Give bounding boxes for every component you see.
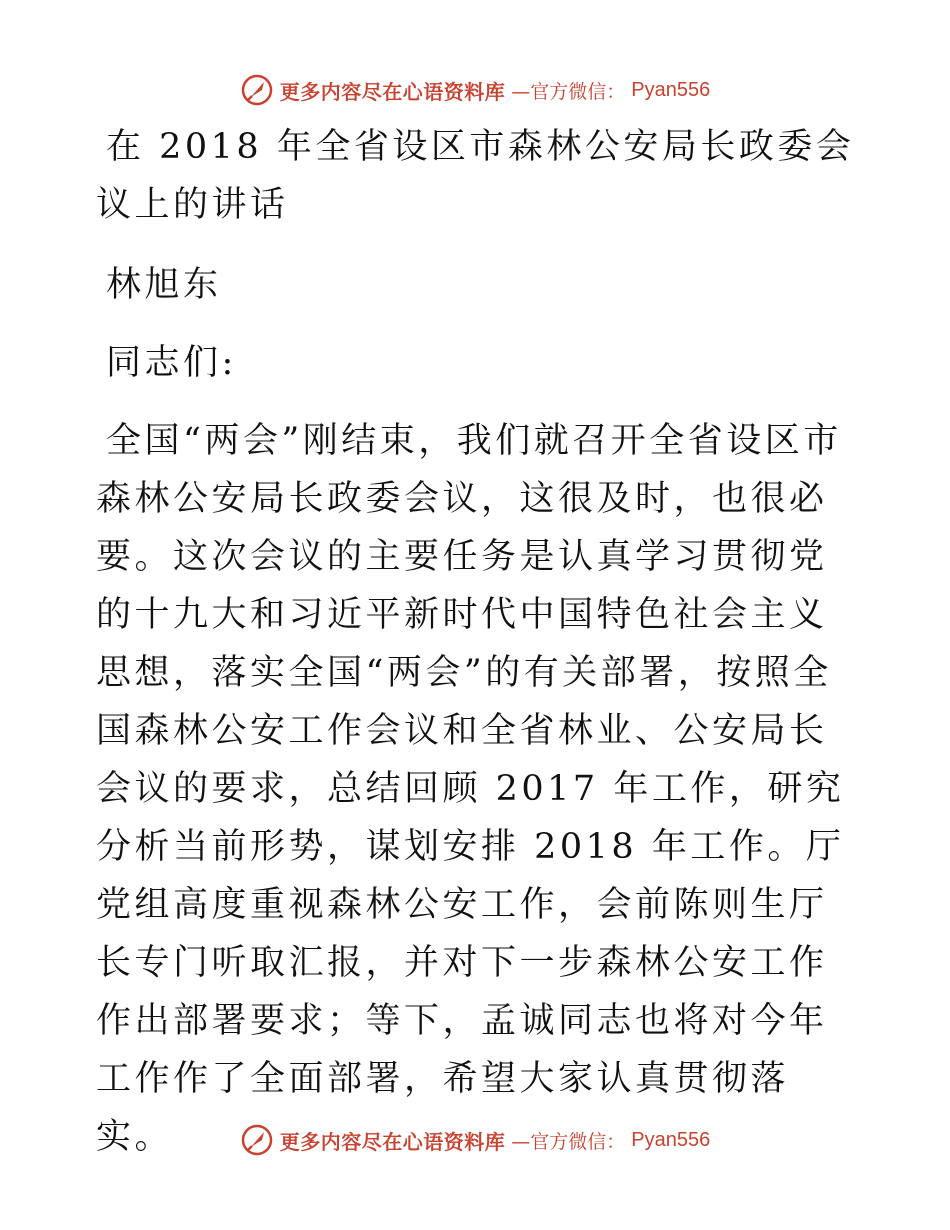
watermark-account: Pyan556 <box>631 1128 711 1151</box>
watermark-main-text: 更多内容尽在心语资料库 <box>279 1129 506 1154</box>
document-author: 林旭东 <box>106 265 222 305</box>
footer-watermark <box>0 1118 950 1162</box>
watermark-main-text: 更多内容尽在心语资料库 <box>279 79 506 104</box>
watermark-separator: —官方微信： <box>511 1130 626 1153</box>
document-paragraph: 全国“两会”刚结束，我们就召开全省设区市森林公安局长政委会议，这很及时，也很必要。这次会议的主要任务是认真学习贯彻党的十九大和习近平新时代中国特色社会主义思想，落实全国“两会”的有关部署，按照全国森林公安工作会议和全省林业、公安局长会议的要求，总结回顾 2017 年工作，研究分析当前形势，谋划安排 2018 年工作。厅党组高度重视森林公安工作，会前陈则生厅长专门听取汇报，并对下一步森林公安工作作出部署要求；等下，孟诚同志也将对今年工作作了全面部署，希望大家认真贯彻落实。 <box>96 421 845 1157</box>
quill-logo-icon <box>240 73 274 107</box>
document-body <box>96 118 856 1166</box>
document-title: 在 2018 年全省设区市森林公安局长政委会议上的讲话 <box>96 127 855 225</box>
watermark-separator: —官方微信： <box>511 80 626 103</box>
quill-logo-icon <box>240 1123 274 1157</box>
document-salutation: 同志们: <box>106 343 237 383</box>
watermark-account: Pyan556 <box>631 78 711 101</box>
header-watermark <box>0 68 950 112</box>
